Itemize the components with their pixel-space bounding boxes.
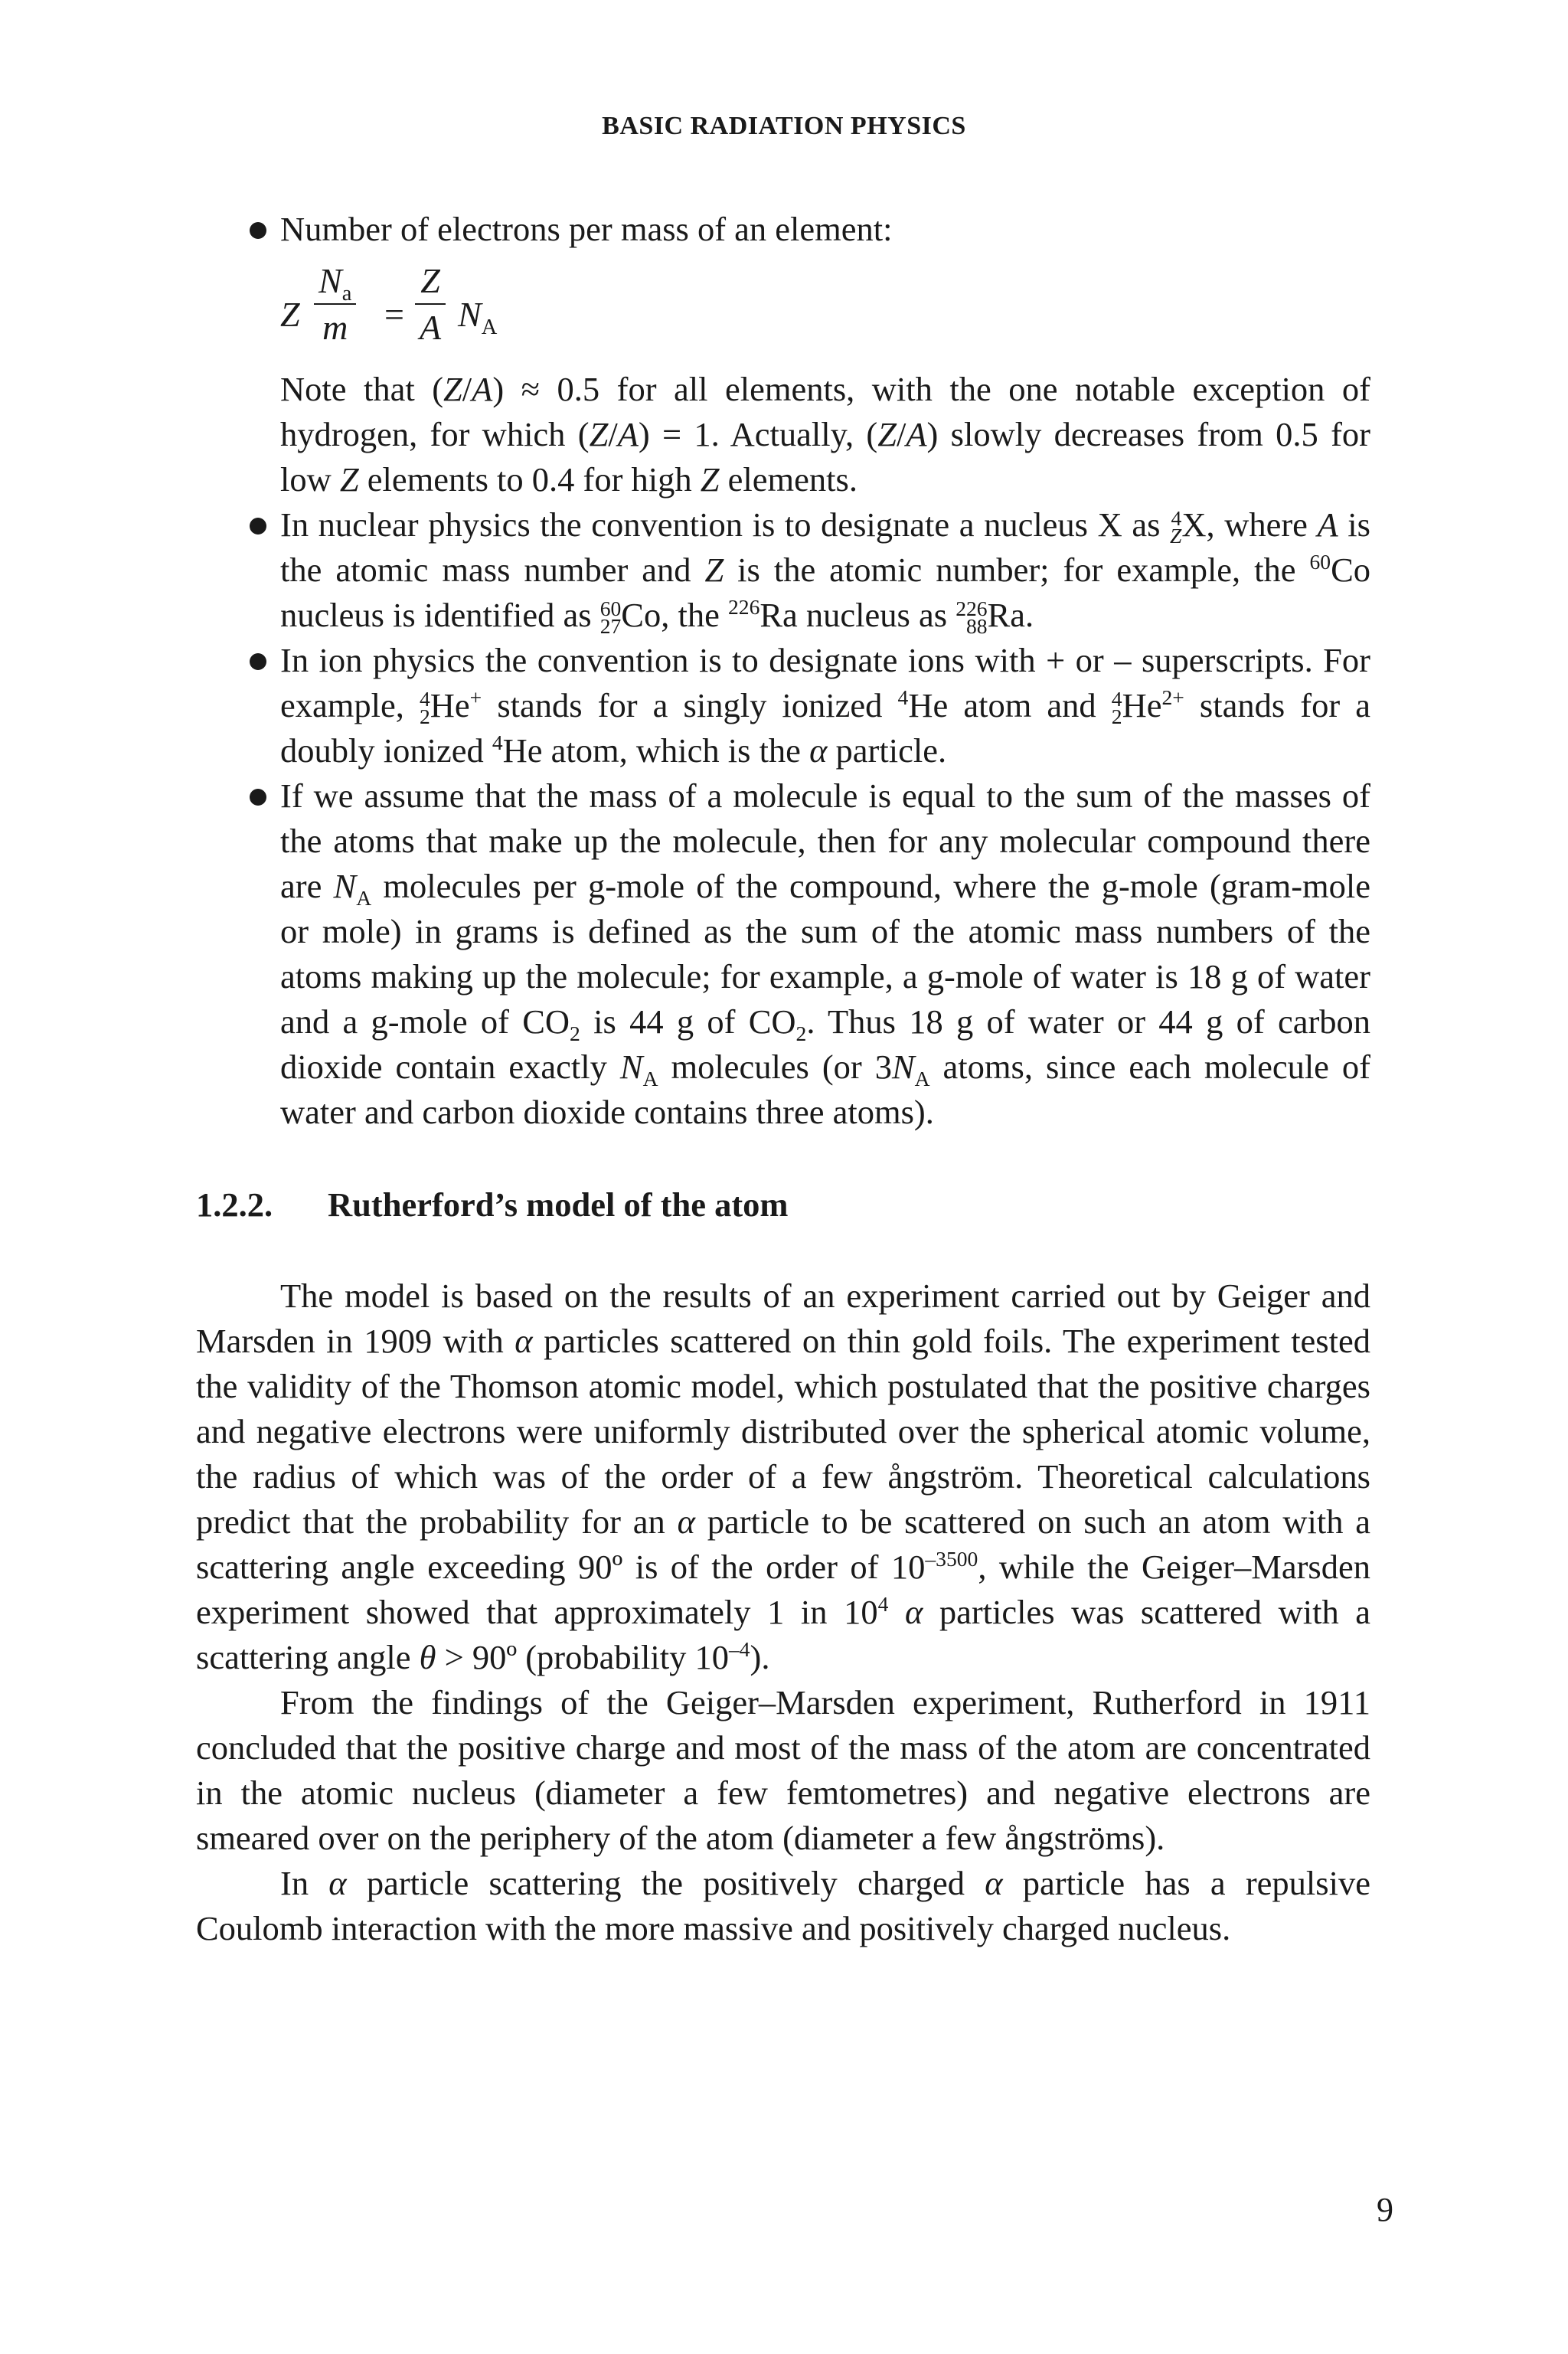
formula-equals: = bbox=[384, 295, 404, 334]
formula-na-sub: a bbox=[341, 282, 352, 306]
section-heading bbox=[196, 1182, 1370, 1228]
note-z-over-a: Note that (Z/A) ≈ 0.5 for all elements, with the one notable exception of hydrogen, for which (Z/A) = 1. Actually, (Z/A) slowly decreases from 0.5 for low Z elements to 0.4 for high Z elements. bbox=[280, 370, 1370, 499]
page-body bbox=[196, 207, 1370, 1951]
page-number: 9 bbox=[1377, 2191, 1393, 2228]
fraction-na-over-m bbox=[314, 258, 356, 350]
bullet-electrons-per-mass bbox=[196, 207, 1370, 252]
paragraph-alpha-scattering: In α particle scattering the positively charged α particle has a repulsive Coulomb interaction with the more massive and positively charged nucleus. bbox=[196, 1864, 1370, 1947]
formula-z: Z bbox=[280, 295, 300, 334]
electrons-per-mass-formula bbox=[280, 252, 1370, 367]
running-header: BASIC RADIATION PHYSICS bbox=[602, 112, 966, 140]
bullet-nuclear-notation: In nuclear physics the convention is to designate a nucleus X as 4 Z X, where A is the atomic mass number and Z is the atomic number; for example, the $^{60}$Co nucleus is identified as 60 27 Co, the $^{226}$Ra nucleus as 226 88 Ra. bbox=[196, 502, 1370, 638]
bullet-molecules-per-mole: If we assume that the mass of a molecule is equal to the sum of the masses of the atoms that make up the molecule, then for any molecular compound there are $N_A$ molecules per g-mole of the compound, where the g-mole (gram-mole or mole) in grams is defined as the sum of the atomic mass numbers of the atoms making up the molecule; for example, a g-mole of water is 18 g of water and a g-mole of $CO_2$ is 44 g of $CO_2$. Thus 18 g of water or 44 g of carbon dioxide contain exactly $N_A$ molecules (or $3N_A$ atoms, since each molecule of water and carbon dioxide contains three atoms). bbox=[196, 773, 1370, 1135]
section-number: 1.2.2. bbox=[196, 1185, 273, 1224]
formula-a-den: A bbox=[420, 308, 442, 347]
formula-z-num: Z bbox=[420, 261, 440, 300]
nuclide-notation-co: 60 27 bbox=[599, 597, 622, 638]
formula-na-num: N bbox=[318, 261, 342, 300]
paragraph-geiger-marsden: The model is based on the results of an experiment carried out by Geiger and Marsden in 1909 with α particles scattered on thin gold foils. The experiment tested the validity of the Thomson atomic model, which postulated that the positive charges and negative electrons were uniformly distributed over the spherical atomic volume, the radius of which was of the order of a few ångström. Theoretical calculations predict that the probability for an α particle to be scattered on such an atom with a scattering angle exceeding 90º is of the order of $10^{-3500}$, while the Geiger–Marsden experiment showed that approximately 1 in $10^4$ α particles was scattered with a scattering angle θ > 90º (probability $10^{-4}$). bbox=[196, 1277, 1370, 1676]
nuclide-notation-ra: 226 88 bbox=[956, 597, 988, 638]
formula-na-sub-a: A bbox=[481, 316, 498, 340]
formula-m-den: m bbox=[322, 308, 348, 347]
bullet-text: Number of electrons per mass of an element: bbox=[280, 210, 893, 248]
bullet-ion-notation: In ion physics the convention is to designate ions with + or – superscripts. For example, 4 2 He+ stands for a singly ionized $^4$He atom and 4 2 $He^{2+}$ stands for a doubly ionized $^4$He atom, which is the α particle. bbox=[196, 638, 1370, 773]
section-title: Rutherford’s model of the atom bbox=[328, 1185, 789, 1224]
fraction-z-over-a bbox=[415, 258, 446, 350]
formula-na: N bbox=[458, 295, 482, 334]
nuclide-notation-az: 4 Z bbox=[1170, 506, 1182, 548]
paragraph-rutherford-conclusion: From the findings of the Geiger–Marsden experiment, Rutherford in 1911 concluded that the positive charge and most of the mass of the atom are concentrated in the atomic nucleus (diameter a few femtometres) and negative electrons are smeared over on the periphery of the atom (diameter a few ångströms). bbox=[196, 1683, 1370, 1857]
